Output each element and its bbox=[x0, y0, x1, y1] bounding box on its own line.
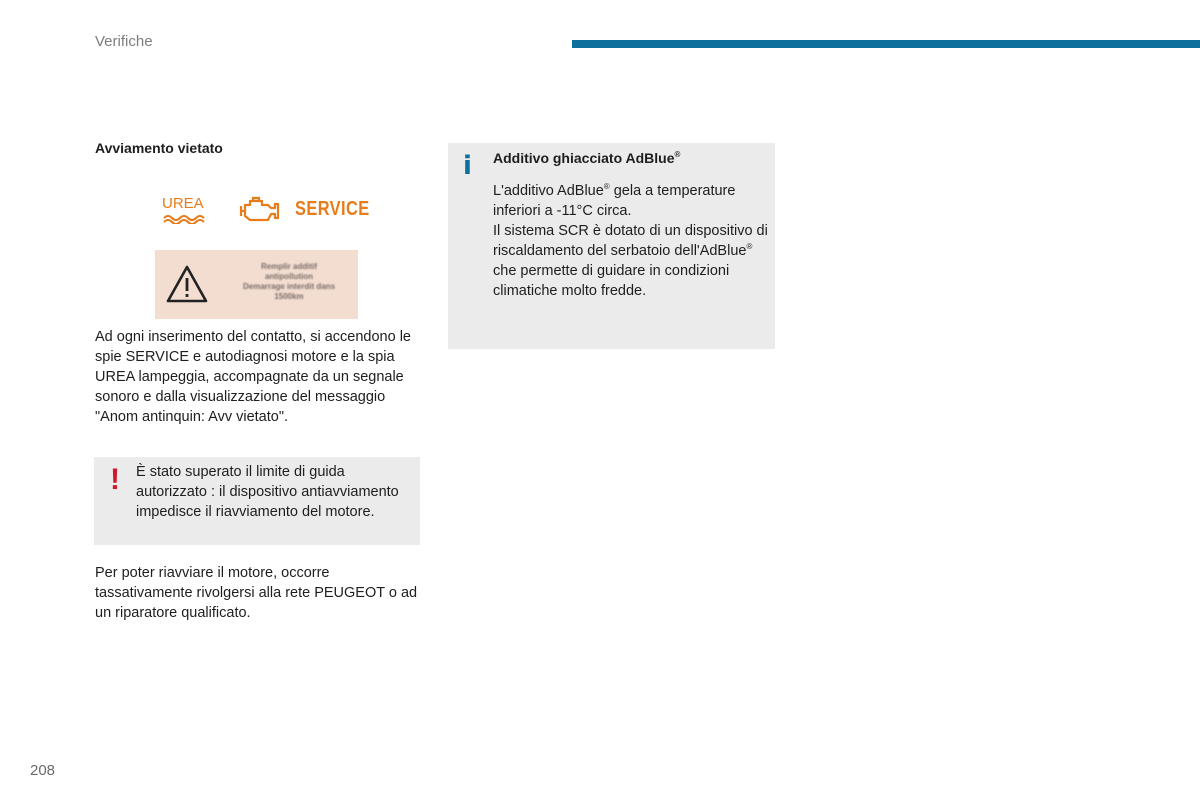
registered-mark: ® bbox=[674, 150, 681, 159]
info-text-line-2: Il sistema SCR è dotato di un dispositivo di riscaldamento del serbatoio dell'AdBlue® che permette di guidare in condizioni climatiche molto fredde. bbox=[493, 223, 768, 299]
info-title-text: Additivo ghiacciato AdBlue bbox=[493, 150, 675, 166]
display-line: antipollution bbox=[265, 272, 313, 281]
header-accent-bar bbox=[572, 40, 1200, 48]
registered-mark: ® bbox=[603, 182, 610, 191]
exclamation-icon: ! bbox=[110, 463, 120, 496]
display-message-text bbox=[233, 262, 345, 302]
warning-lights-illustration bbox=[160, 192, 370, 232]
registered-mark: ® bbox=[746, 242, 753, 251]
display-line: Remplir additif bbox=[260, 262, 317, 271]
section-title: Verifiche bbox=[95, 33, 153, 50]
display-message-image bbox=[155, 250, 358, 319]
info-icon: i bbox=[463, 151, 472, 181]
engine-check-icon bbox=[238, 196, 280, 224]
urea-wave-icon bbox=[162, 214, 208, 224]
alert-text: È stato superato il limite di guida autorizzato : il dispositivo antiavviamento impedisce il riavviamento del motore. bbox=[136, 464, 399, 520]
warning-triangle-icon bbox=[165, 264, 209, 304]
urea-label: UREA bbox=[162, 195, 204, 212]
section-heading: Avviamento vietato bbox=[95, 140, 223, 156]
info-text-line-1: L'additivo AdBlue® gela a temperature inferiori a -11°C circa. bbox=[493, 182, 736, 219]
alert-box bbox=[94, 457, 420, 545]
info-box bbox=[448, 143, 775, 349]
display-line: 1500km bbox=[274, 292, 304, 301]
paragraph-restart-instructions: Per poter riavviare il motore, occorre tassativamente rivolgersi alla rete PEUGEOT o ad un riparatore qualificato. bbox=[95, 565, 418, 621]
service-label: SERVICE bbox=[295, 198, 370, 220]
page-number: 208 bbox=[30, 762, 56, 779]
info-title bbox=[493, 150, 680, 166]
info-text bbox=[493, 181, 768, 301]
urea-warning-icon bbox=[162, 196, 210, 226]
display-line: Demarrage interdit dans bbox=[242, 282, 336, 291]
paragraph-startup-warning: Ad ogni inserimento del contatto, si accendono le spie SERVICE e autodiagnosi motore e la spia UREA lampeggia, accompagnate da un segnale sonoro e dalla visualizzazione del messaggio "Anom antinquin: Avv vietato". bbox=[95, 329, 411, 425]
